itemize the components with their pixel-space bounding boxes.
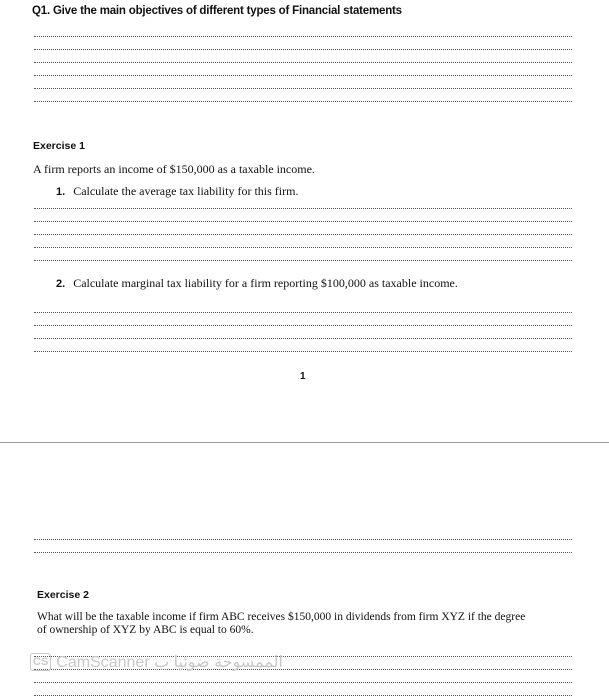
- answer-line: [34, 49, 572, 50]
- question-1-text: Give the main objectives of different types of Financial statements: [52, 5, 402, 17]
- exercise-2-title: Exercise 2: [37, 589, 89, 601]
- exercise-1-intro: A firm reports an income of $150,000 as a taxable income.: [33, 162, 315, 176]
- exercise-1-item-2: [56, 276, 458, 291]
- answer-line: [34, 682, 572, 683]
- item-text: Calculate the average tax liability for this firm.: [73, 184, 299, 198]
- answer-line: [34, 552, 572, 553]
- item-text: Calculate marginal tax liability for a firm reporting $100,000 as taxable income.: [73, 276, 458, 290]
- answer-line: [34, 208, 572, 209]
- answer-line: [34, 260, 572, 261]
- answer-line: [34, 101, 572, 102]
- question-1: [32, 5, 402, 17]
- answer-line: [34, 247, 572, 248]
- exercise-2-text-line: of ownership of XYZ by ABC is equal to 60%.: [37, 624, 254, 636]
- answer-line: [34, 75, 572, 76]
- answer-line: [34, 351, 572, 352]
- answer-line: [34, 234, 572, 235]
- exercise-2-text-line: What will be the taxable income if firm ABC receives $150,000 in dividends from firm XYZ if the degree: [37, 611, 526, 623]
- page-number: 1: [300, 371, 306, 382]
- answer-line: [34, 221, 572, 222]
- answer-line: [34, 695, 572, 696]
- answer-line: [34, 312, 572, 313]
- item-number: 2.: [56, 278, 66, 290]
- answer-line: [34, 338, 572, 339]
- answer-line: [34, 88, 572, 89]
- answer-line: [34, 539, 572, 540]
- exercise-1-item-1: [56, 184, 298, 199]
- question-1-label: Q1.: [32, 5, 50, 17]
- camscanner-logo: CS: [30, 653, 51, 671]
- item-number: 1.: [56, 186, 66, 198]
- watermark-text: CamScanner الممسوحة ضوئيا ب: [56, 654, 283, 671]
- exercise-1-title: Exercise 1: [33, 140, 85, 152]
- answer-line: [34, 62, 572, 63]
- exercise-2-text: [37, 611, 525, 637]
- page-divider: [0, 442, 609, 443]
- answer-line: [34, 36, 572, 37]
- camscanner-watermark: [30, 651, 283, 673]
- answer-line: [34, 325, 572, 326]
